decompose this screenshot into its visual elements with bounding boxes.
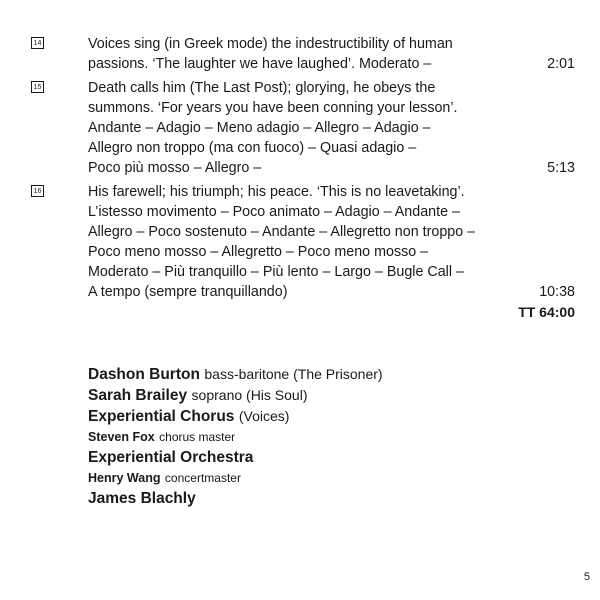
- performer-credits: [88, 364, 568, 509]
- track-line: His farewell; his triumph; his peace. ‘This is no leavetaking’.: [88, 184, 465, 200]
- performer-name: Steven Fox: [88, 430, 155, 444]
- performer-name: Experiential Orchestra: [88, 449, 254, 466]
- track-line: summons. ‘For years you have been conning your lesson’.: [88, 100, 458, 116]
- track-number-box: 15: [31, 81, 44, 93]
- performer-name: James Blachly: [88, 490, 196, 507]
- performer-role: (Voices): [238, 408, 290, 424]
- track-duration: 2:01: [547, 56, 575, 72]
- performer-name: Henry Wang: [88, 471, 161, 485]
- track-duration: 5:13: [547, 160, 575, 176]
- credit-line: [88, 468, 568, 488]
- track-description: [88, 34, 508, 74]
- credit-line: [88, 385, 568, 406]
- track-line: passions. ‘The laughter we have laughed’. Moderato –: [88, 56, 432, 72]
- track-number-box: 16: [31, 185, 44, 197]
- track-line: Poco più mosso – Allegro –: [88, 160, 262, 176]
- performer-role: bass-baritone (The Prisoner): [204, 366, 383, 382]
- credit-line: [88, 364, 568, 385]
- performer-role: soprano (His Soul): [191, 387, 308, 403]
- track-line: Andante – Adagio – Meno adagio – Allegro – Adagio –: [88, 120, 431, 136]
- track-line: L’istesso movimento – Poco animato – Adagio – Andante –: [88, 204, 460, 220]
- track-line: Allegro – Poco sostenuto – Andante – Allegretto non troppo –: [88, 224, 476, 240]
- track-description: [88, 78, 508, 178]
- performer-role: concertmaster: [164, 471, 241, 485]
- track-duration: 10:38: [539, 284, 575, 300]
- track-line: Voices sing (in Greek mode) the indestructibility of human: [88, 36, 453, 52]
- credit-line: [88, 447, 568, 468]
- track-description: [88, 182, 508, 302]
- track-number-box: 14: [31, 37, 44, 49]
- performer-name: Dashon Burton: [88, 366, 200, 383]
- track-line: Poco meno mosso – Allegretto – Poco meno mosso –: [88, 244, 429, 260]
- track-line: A tempo (sempre tranquillando): [88, 284, 288, 300]
- credit-line: [88, 406, 568, 427]
- track-line: Allegro non troppo (ma con fuoco) – Quasi adagio –: [88, 140, 417, 156]
- credit-line: [88, 488, 568, 509]
- page-number: 5: [583, 571, 590, 583]
- credit-line: [88, 427, 568, 447]
- performer-name: Sarah Brailey: [88, 387, 188, 404]
- track-line: Death calls him (The Last Post); glorying, he obeys the: [88, 80, 436, 96]
- total-time: TT 64:00: [518, 304, 575, 320]
- performer-name: Experiential Chorus: [88, 408, 235, 425]
- track-line: Moderato – Più tranquillo – Più lento – Largo – Bugle Call –: [88, 264, 464, 280]
- performer-role: chorus master: [159, 430, 236, 444]
